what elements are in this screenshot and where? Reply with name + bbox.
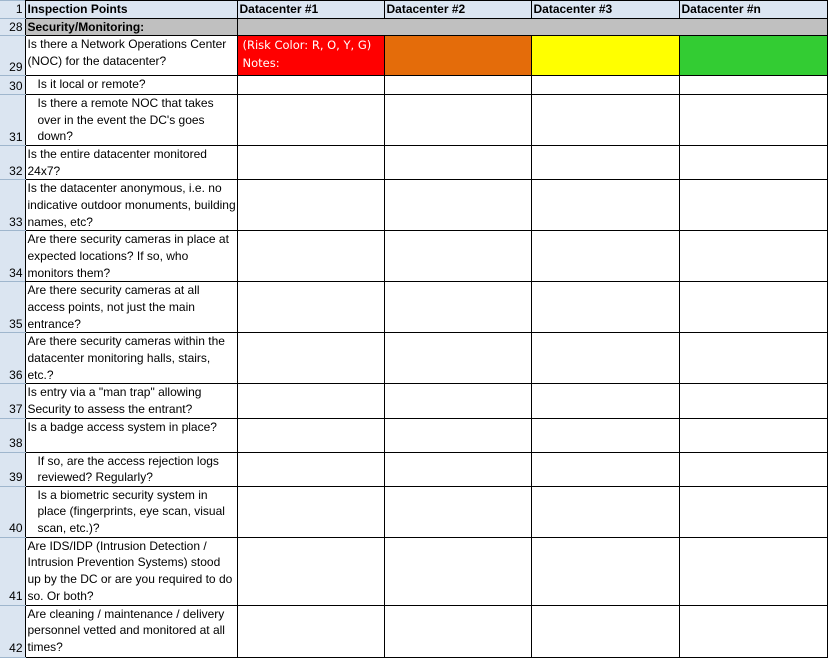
datacenter-2-cell[interactable] xyxy=(384,486,531,537)
row-number[interactable]: 40 xyxy=(0,486,25,537)
row-number[interactable]: 39 xyxy=(0,452,25,486)
datacenter-1-cell[interactable] xyxy=(237,282,384,333)
datacenter-3-cell[interactable] xyxy=(531,537,679,605)
datacenter-n-cell[interactable] xyxy=(679,333,827,384)
header-datacenter-3[interactable]: Datacenter #3 xyxy=(531,1,679,19)
datacenter-3-cell[interactable] xyxy=(531,146,679,180)
datacenter-n-cell[interactable] xyxy=(679,231,827,282)
datacenter-1-cell[interactable] xyxy=(237,537,384,605)
question-cell[interactable]: Are there security cameras at all access points, not just the main entrance? xyxy=(25,282,237,333)
row-number[interactable]: 41 xyxy=(0,537,25,605)
row-number[interactable]: 28 xyxy=(0,18,25,36)
row-number[interactable]: 35 xyxy=(0,282,25,333)
question-cell[interactable]: Is it local or remote? xyxy=(25,76,237,95)
datacenter-1-cell[interactable] xyxy=(237,76,384,95)
question-cell[interactable]: Is the datacenter anonymous, i.e. no indicative outdoor monuments, building names, etc? xyxy=(25,180,237,231)
datacenter-2-cell[interactable] xyxy=(384,384,531,418)
question-cell[interactable]: Is a biometric security system in place (fingerprints, eye scan, visual scan, etc.)? xyxy=(25,486,237,537)
datacenter-1-cell[interactable] xyxy=(237,146,384,180)
datacenter-n-cell[interactable] xyxy=(679,76,827,95)
question-cell[interactable]: Are IDS/IDP (Intrusion Detection / Intrusion Prevention Systems) stood up by the DC or are you required to do so. Or both? xyxy=(25,537,237,605)
datacenter-2-cell[interactable] xyxy=(384,180,531,231)
datacenter-3-cell[interactable] xyxy=(531,333,679,384)
datacenter-2-cell[interactable] xyxy=(384,76,531,95)
datacenter-3-cell[interactable] xyxy=(531,231,679,282)
risk-color-red-cell[interactable] xyxy=(237,36,384,76)
datacenter-n-cell[interactable] xyxy=(679,418,827,452)
row-number[interactable]: 37 xyxy=(0,384,25,418)
datacenter-3-cell[interactable] xyxy=(531,180,679,231)
row-number[interactable]: 38 xyxy=(0,418,25,452)
header-datacenter-1[interactable]: Datacenter #1 xyxy=(237,1,384,19)
datacenter-1-cell[interactable] xyxy=(237,486,384,537)
datacenter-1-cell[interactable] xyxy=(237,452,384,486)
datacenter-2-cell[interactable] xyxy=(384,282,531,333)
datacenter-2-cell[interactable] xyxy=(384,146,531,180)
question-cell[interactable]: If so, are the access rejection logs reviewed? Regularly? xyxy=(25,452,237,486)
table-row xyxy=(0,605,827,657)
question-cell[interactable]: Is there a Network Operations Center (NOC) for the datacenter? xyxy=(25,36,237,76)
row-number[interactable]: 30 xyxy=(0,76,25,95)
datacenter-3-cell[interactable] xyxy=(531,282,679,333)
question-cell[interactable]: Is the entire datacenter monitored 24x7? xyxy=(25,146,237,180)
risk-color-orange-cell[interactable] xyxy=(384,36,531,76)
row-number[interactable]: 42 xyxy=(0,605,25,657)
datacenter-n-cell[interactable] xyxy=(679,146,827,180)
datacenter-n-cell[interactable] xyxy=(679,452,827,486)
datacenter-n-cell[interactable] xyxy=(679,384,827,418)
datacenter-2-cell[interactable] xyxy=(384,418,531,452)
row-number[interactable]: 1 xyxy=(0,1,25,19)
question-cell[interactable]: Are there security cameras within the datacenter monitoring halls, stairs, etc.? xyxy=(25,333,237,384)
datacenter-2-cell[interactable] xyxy=(384,95,531,146)
datacenter-n-cell[interactable] xyxy=(679,486,827,537)
table-row xyxy=(0,418,827,452)
datacenter-3-cell[interactable] xyxy=(531,452,679,486)
question-cell[interactable]: Is entry via a "man trap" allowing Security to assess the entrant? xyxy=(25,384,237,418)
datacenter-1-cell[interactable] xyxy=(237,180,384,231)
table-row xyxy=(0,36,827,76)
question-cell[interactable]: Is there a remote NOC that takes over in the event the DC's goes down? xyxy=(25,95,237,146)
datacenter-3-cell[interactable] xyxy=(531,486,679,537)
datacenter-1-cell[interactable] xyxy=(237,231,384,282)
table-row xyxy=(0,231,827,282)
question-cell[interactable]: Are there security cameras in place at expected locations? If so, who monitors them? xyxy=(25,231,237,282)
row-number[interactable]: 32 xyxy=(0,146,25,180)
datacenter-2-cell[interactable] xyxy=(384,231,531,282)
datacenter-3-cell[interactable] xyxy=(531,418,679,452)
header-datacenter-2[interactable]: Datacenter #2 xyxy=(384,1,531,19)
table-row xyxy=(0,180,827,231)
datacenter-3-cell[interactable] xyxy=(531,384,679,418)
table-row xyxy=(0,95,827,146)
datacenter-3-cell[interactable] xyxy=(531,76,679,95)
datacenter-1-cell[interactable] xyxy=(237,333,384,384)
row-number[interactable]: 33 xyxy=(0,180,25,231)
row-number[interactable]: 31 xyxy=(0,95,25,146)
datacenter-3-cell[interactable] xyxy=(531,95,679,146)
header-row xyxy=(0,1,827,19)
question-cell[interactable]: Is a badge access system in place? xyxy=(25,418,237,452)
datacenter-3-cell[interactable] xyxy=(531,605,679,657)
row-number[interactable]: 36 xyxy=(0,333,25,384)
datacenter-1-cell[interactable] xyxy=(237,384,384,418)
table-row xyxy=(0,537,827,605)
datacenter-n-cell[interactable] xyxy=(679,605,827,657)
row-number[interactable]: 29 xyxy=(0,36,25,76)
datacenter-2-cell[interactable] xyxy=(384,452,531,486)
datacenter-1-cell[interactable] xyxy=(237,605,384,657)
datacenter-n-cell[interactable] xyxy=(679,180,827,231)
datacenter-n-cell[interactable] xyxy=(679,95,827,146)
table-row xyxy=(0,452,827,486)
header-datacenter-n[interactable]: Datacenter #n xyxy=(679,1,827,19)
table-row xyxy=(0,282,827,333)
datacenter-n-cell[interactable] xyxy=(679,537,827,605)
risk-color-green-cell[interactable] xyxy=(679,36,827,76)
section-label[interactable]: Security/Monitoring: xyxy=(25,18,237,36)
section-band[interactable] xyxy=(237,18,827,36)
header-inspection-points[interactable]: Inspection Points xyxy=(25,1,237,19)
question-cell[interactable]: Are cleaning / maintenance / delivery personnel vetted and monitored at all times? xyxy=(25,605,237,657)
table-row xyxy=(0,146,827,180)
datacenter-1-cell[interactable] xyxy=(237,418,384,452)
row-number[interactable]: 34 xyxy=(0,231,25,282)
datacenter-2-cell[interactable] xyxy=(384,537,531,605)
datacenter-2-cell[interactable] xyxy=(384,605,531,657)
table-row xyxy=(0,333,827,384)
datacenter-1-cell[interactable] xyxy=(237,95,384,146)
risk-color-note: (Risk Color: R, O, Y, G) Notes: xyxy=(242,38,372,71)
table-row xyxy=(0,76,827,95)
table-row xyxy=(0,384,827,418)
datacenter-n-cell[interactable] xyxy=(679,282,827,333)
table-row xyxy=(0,486,827,537)
section-row xyxy=(0,18,827,36)
risk-color-yellow-cell[interactable] xyxy=(531,36,679,76)
datacenter-2-cell[interactable] xyxy=(384,333,531,384)
